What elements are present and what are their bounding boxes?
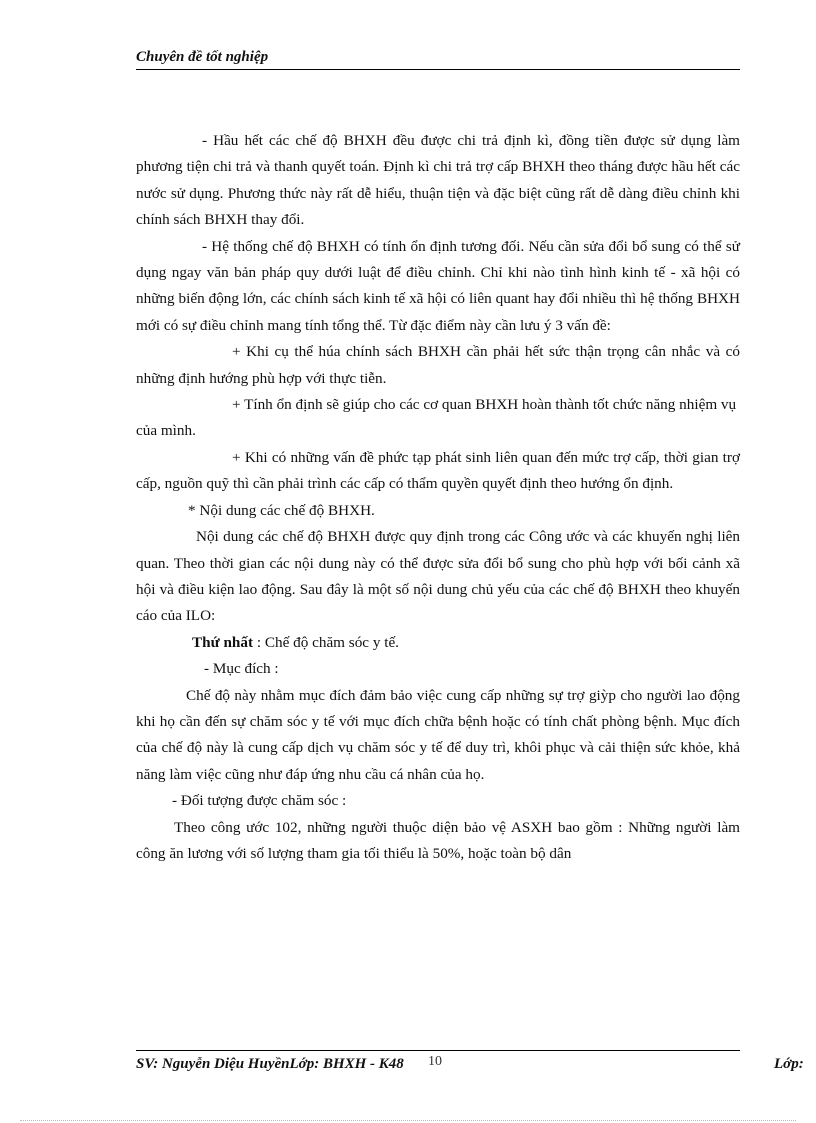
paragraph-content: Nội dung các chế độ BHXH được quy định trong các Công ước và các khuyến nghị liên quan. Theo thời gian các nội dung này có thể được sửa đổi bổ sung cho phù hợp với bối cảnh xã hội và điều kiện lao động. Sau đây là một số nội dung chủ yếu của các chế độ BHXH theo khuyến cáo của ILO:: [136, 528, 740, 625]
page-number: 10: [428, 1054, 442, 1069]
document-body: [136, 128, 740, 867]
section-heading-rest: : Chế độ chăm sóc y tế.: [253, 633, 399, 651]
paragraph-subjects: Theo công ước 102, những người thuộc diện bảo vệ ASXH bao gồm : Những người làm công ăn lương với số lượng tham gia tối thiểu là 50%, hoặc toàn bộ dân: [136, 818, 740, 862]
paragraph-note-3: + Khi có những vấn đề phức tạp phát sinh liên quan đến mức trợ cấp, thời gian trợ cấp, nguồn quỹ thì cần phải trình các cấp có thẩm quyền quyết định theo hướng ổn định.: [136, 448, 740, 493]
section-heading: [136, 630, 740, 656]
page-header: [136, 48, 740, 70]
footer-right-label: Lớp:: [774, 1056, 804, 1072]
footer-student: SV: Nguyễn Diệu Huyền: [136, 1056, 290, 1072]
page-footer: [136, 1050, 740, 1073]
paragraph-payment: - Hầu hết các chế độ BHXH đều được chi trả định kì, đồng tiền được sử dụng làm phương tiện chi trả và thanh quyết toán. Định kì chi trả trợ cấp BHXH theo tháng được hầu hết các nước sử dụng. Phương thức này rất dễ hiểu, thuận tiện và đặc biệt cũng rất dễ dàng điều chỉnh khi chính sách BHXH thay đổi.: [136, 132, 740, 229]
paragraph-content-heading: * Nội dung các chế độ BHXH.: [188, 501, 375, 519]
paragraph-purpose: Chế độ này nhằm mục đích đảm bảo việc cung cấp những sự trợ giỳp cho người lao động khi họ cần đến sự chăm sóc y tế với mục đích chữa bệnh hoặc có tính chất phòng bệnh. Mục đích của chế độ này là cung cấp dịch vụ chăm sóc y tế để duy trì, khôi phục và cải thiện sức khỏe, khả năng làm việc cũng như đáp ứng nhu cầu cá nhân của họ.: [136, 686, 740, 783]
footer-class: Lớp: BHXH - K48: [289, 1056, 404, 1072]
paragraph-purpose-heading: - Mục đích :: [204, 660, 279, 678]
paragraph-note-2: + Tính ổn định sẽ giúp cho các cơ quan BHXH hoàn thành tốt chức năng nhiệm vụ của mình.: [136, 396, 737, 440]
header-title: Chuyên đề tốt nghiệp: [136, 49, 269, 65]
paragraph-stability: - Hệ thống chế độ BHXH có tính ổn định tương đối. Nếu cần sửa đổi bổ sung có thể sử dụng ngay văn bản pháp quy dưới luật để điều chỉnh. Chỉ khi nào tình hình kinh tế - xã hội có những biến động lớn, các chính sách kinh tế xã hội có liên quant hay đổi nhiều thì hệ thống BHXH mới có sự điều chỉnh mang tính tổng thể. Từ đặc điểm này cần lưu ý 3 vấn đề:: [136, 237, 740, 334]
paragraph-note-1: + Khi cụ thể húa chính sách BHXH cần phải hết sức thận trọng cân nhắc và có những định hướng phù hợp với thực tiễn.: [136, 343, 740, 387]
section-heading-label: Thứ nhất: [192, 633, 254, 651]
bottom-divider: [20, 1120, 796, 1121]
paragraph-subjects-heading: - Đối tượng được chăm sóc :: [172, 792, 347, 810]
